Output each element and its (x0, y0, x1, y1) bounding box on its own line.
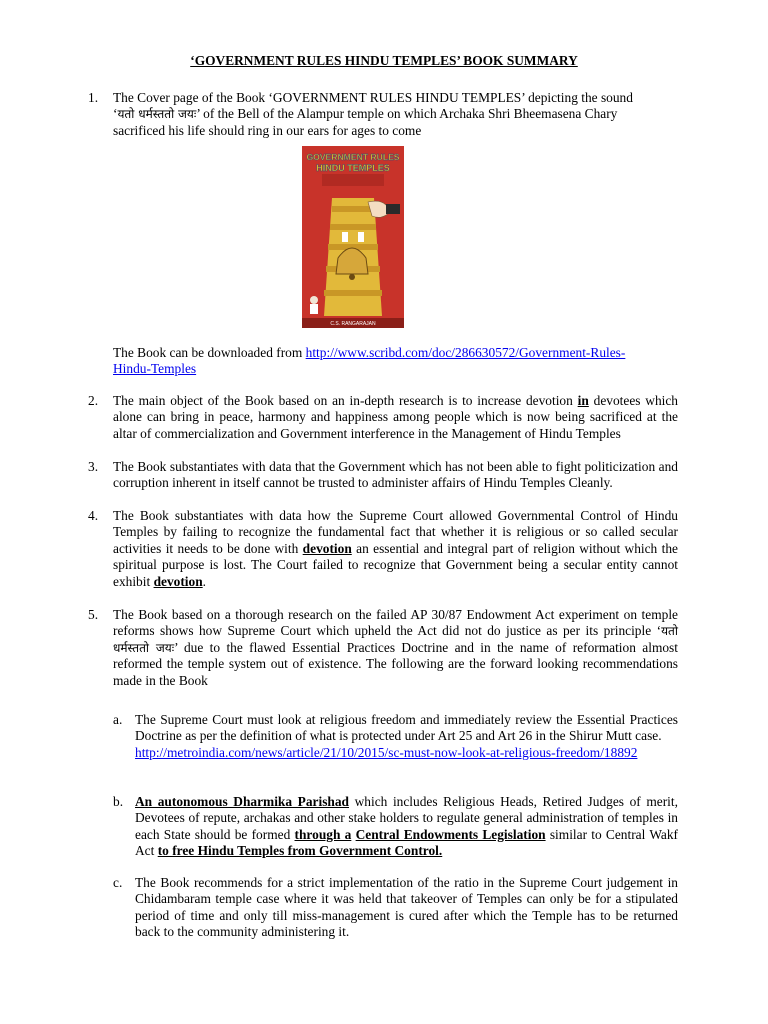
item-1-line-1: The Cover page of the Book ‘GOVERNMENT RULES HINDU TEMPLES’ depicting the sound (113, 90, 633, 105)
sanskrit-phrase: यतो धर्मस्ततो जयः (117, 107, 197, 122)
page-title: ‘GOVERNMENT RULES HINDU TEMPLES’ BOOK SUMMARY (190, 53, 578, 68)
item-5-text: The Book based on a thorough research on the failed AP 30/87 Endowment Act experiment on temple reforms shows how Supreme Court which upheld the Act did not do justice as per its principle ‘यतो धर्मस्ततो जयः’ due to the flawed Essential Practices Doctrine and in the name of reformation almost reformed the temple system out of existence. The following are the forward looking recommendations made in the Book (113, 607, 678, 688)
book-cover-image (302, 146, 404, 328)
cover-title-line-1: GOVERNMENT RULES (306, 152, 400, 162)
dharmika-parishad-emphasis: An autonomous Dharmika Parishad (135, 794, 349, 809)
item-3-number: 3. (88, 459, 99, 474)
sub-b-label: b. (113, 794, 124, 809)
sub-c-label: c. (113, 875, 123, 890)
emphasis-devotion-1: devotion (302, 540, 352, 556)
download-link[interactable]: http://www.scribd.com/doc/286630572/Government-Rules- Hindu-Temples (113, 345, 626, 377)
cover-title-line-2: HINDU TEMPLES (316, 163, 390, 173)
item-2-number: 2. (88, 393, 99, 408)
item-1-text: The Cover page of the Book ‘GOVERNMENT RULES HINDU TEMPLES’ depicting the sound ‘यतो धर्मस्ततो जयः’ of the Bell of the Alampur temple on which Archaka Shri Bheemasena Chary sacrificed his life should ring in our ears for ages to come (113, 90, 633, 138)
item-2-text: The main object of the Book based on an in-depth research is to increase devotion in devotees which alone can bring in peace, harmony and happiness among people which is now being sacrificed at the altar of commercialization and Government interference in the Management of Hindu Temples (113, 393, 678, 441)
download-paragraph: The Book can be downloaded from http://www.scribd.com/doc/286630572/Government-Rules- Hindu-Temples (113, 345, 626, 377)
item-1-number: 1. (88, 90, 99, 105)
item-3-text: The Book substantiates with data that the Government which has not been able to fight politicization and corruption inherent in itself cannot be trusted to administer affairs of Hindu Temples Cleanly. (113, 459, 678, 491)
item-4-text: The Book substantiates with data how the Supreme Court allowed Governmental Control of Hindu Temples by failing to recognize the fundamental fact that whether it is religious or so called secular activities it needs to be done with devotion an essential and integral part of religion without which the spiritual purpose is lost. The Court failed to recognize that Government being a secular entity cannot exhibit devotion. (113, 508, 678, 589)
sanskrit-phrase-2: यतो धर्मस्ततो जयः (113, 624, 678, 655)
item-5-number: 5. (88, 607, 99, 622)
emphasis-in: in (577, 393, 589, 408)
cover-author: C.S. RANGARAJAN (330, 321, 376, 327)
central-endowments-emphasis: Central Endowments Legislation (355, 826, 546, 842)
emphasis-devotion-2: devotion (153, 573, 203, 589)
sub-a-label: a. (113, 712, 123, 727)
sub-b-text: An autonomous Dharmika Parishad which includes Religious Heads, Retired Judges of merit, Devotees of repute, archakas and other stake holders to regulate general administration of temples in each State should be formed through a Central Endowments Legislation similar to Central Wakf Act to free Hindu Temples from Government Control. (135, 794, 678, 859)
sub-a-text: The Supreme Court must look at religious freedom and immediately review the Essential Practices Doctrine as per the definition of what is protected under Art 25 and Art 26 in the Shirur Mutt case. http://metroindia.com/news/article/21/10/2015/sc-must-now-look-at-religious-freedom/18892 (135, 712, 678, 760)
free-temples-emphasis: to free Hindu Temples from Government Control. (157, 843, 443, 859)
item-4-number: 4. (88, 508, 99, 523)
sub-c-text: The Book recommends for a strict implementation of the ratio in the Supreme Court judgement in Chidambaram temple case where it was held that takeover of Temples can only be for a stipulated period of time and only till miss-management is cured after which the Temple has to be returned back to the community administering it. (135, 875, 678, 940)
metroindia-link[interactable]: http://metroindia.com/news/article/21/10/2015/sc-must-now-look-at-religious-freedom/18892 (135, 744, 638, 760)
